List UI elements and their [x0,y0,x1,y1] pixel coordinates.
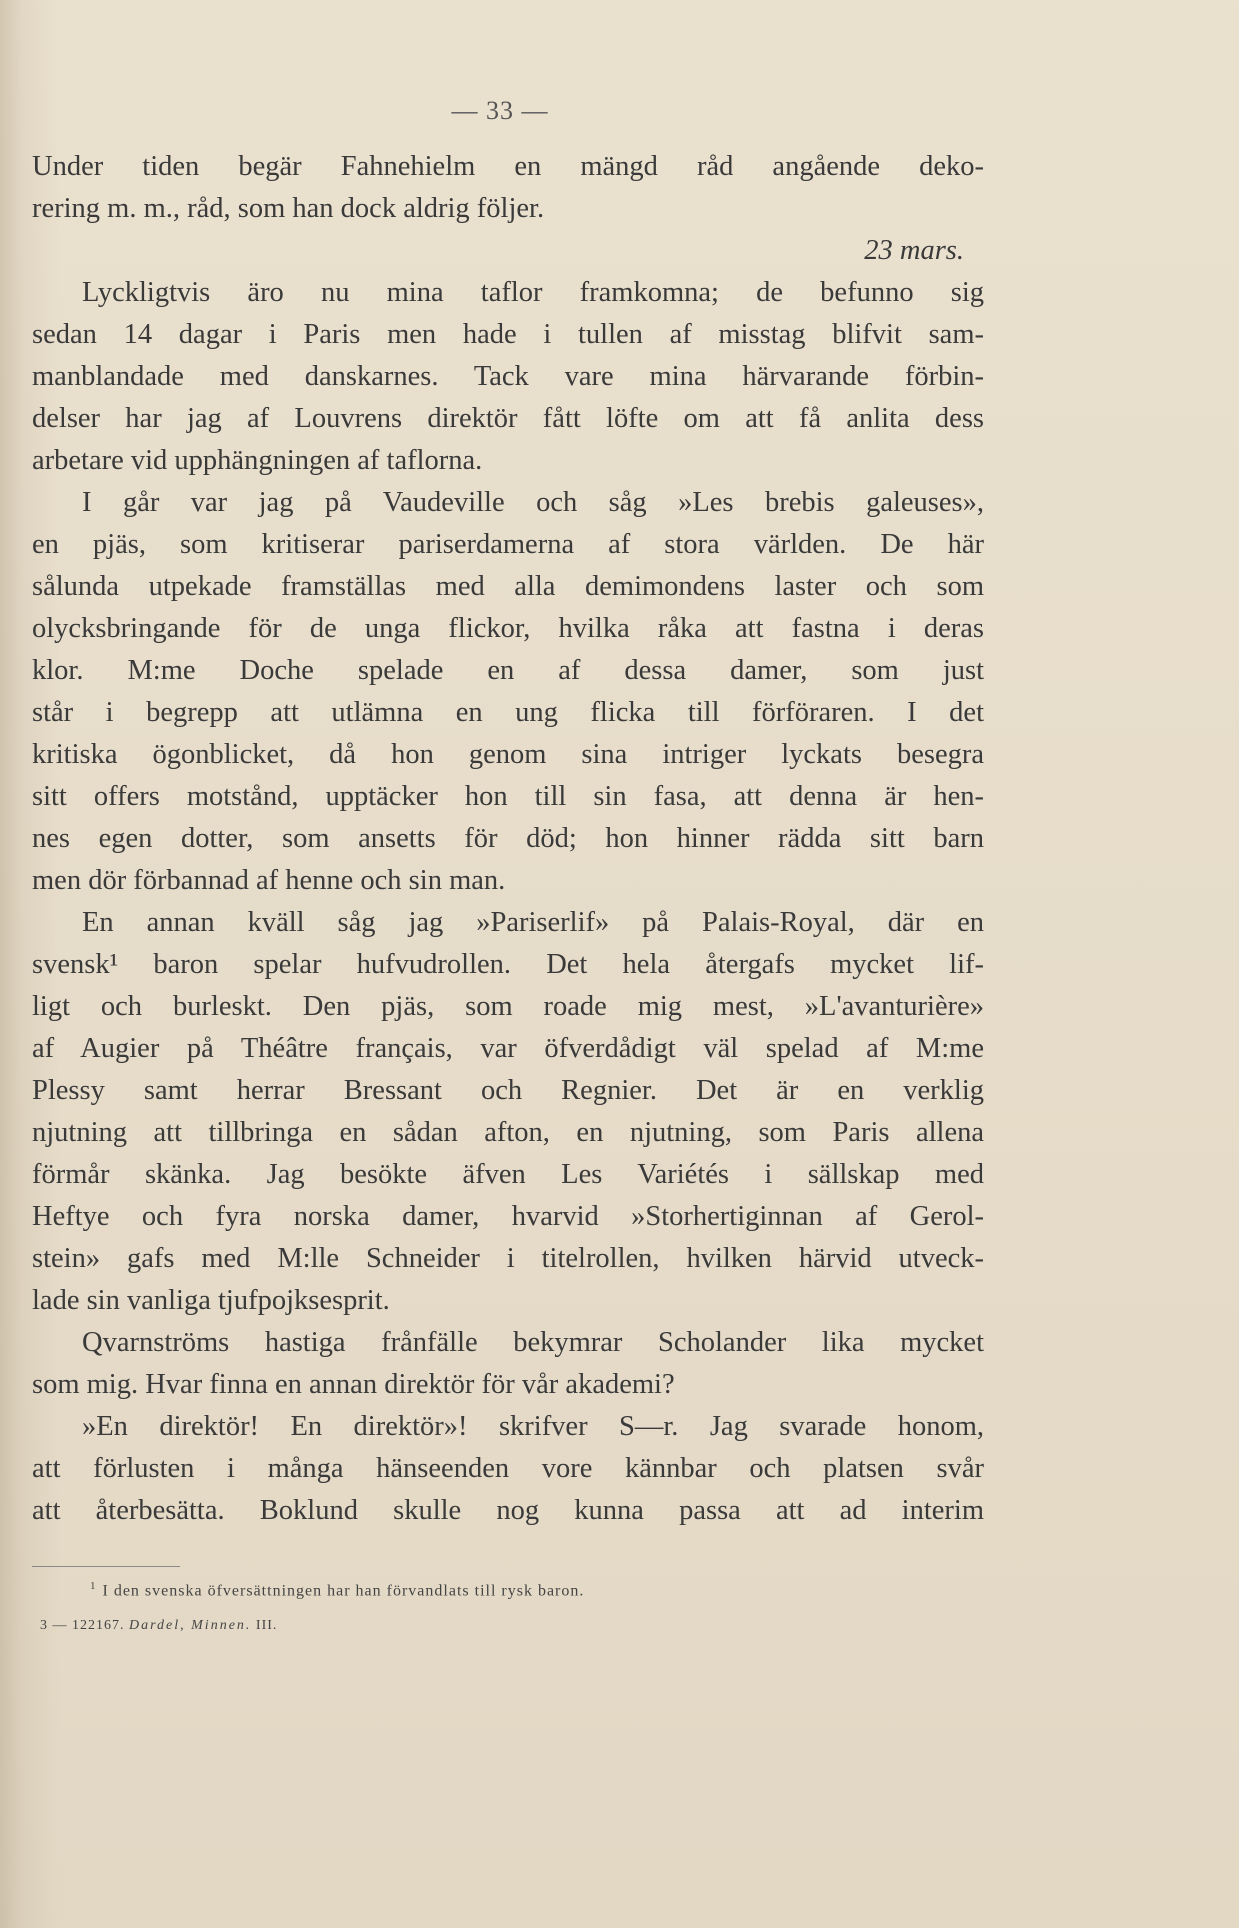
signature-title: Dardel, Minnen. [129,1618,252,1633]
text-line: sitt offers motstånd, upptäcker hon till sin fasa, att denna är hen- [32,781,984,812]
text-line: »En direktör! En direktör»! skrifver S—r. Jag svarade honom, [82,1411,984,1442]
text-line: att återbesätta. Boklund skulle nog kunna passa att ad interim [32,1495,984,1526]
text-line: rering m. m., råd, som han dock aldrig följer. [32,193,545,224]
text-line: nes egen dotter, som ansetts för död; hon hinner rädda sitt barn [32,823,984,854]
text-line: af Augier på Théâtre français, var öfverdådigt väl spelad af M:me [32,1033,984,1064]
text-line: Heftye och fyra norska damer, hvarvid »Storhertiginnan af Gerol- [32,1201,984,1232]
printer-signature [40,1618,277,1634]
text-line: Plessy samt herrar Bressant och Regnier. Det är en verklig [32,1075,984,1106]
text-line: manblandade med danskarnes. Tack vare mina härvarande förbin- [32,361,984,392]
footnote-marker: 1 [90,1580,97,1592]
footnote-rule [32,1566,180,1567]
text-line: sedan 14 dagar i Paris men hade i tullen af misstag blifvit sam- [32,319,984,350]
text-line: I går var jag på Vaudeville och såg »Les brebis galeuses», [82,487,984,518]
text-line: att förlusten i många hänseenden vore kännbar och platsen svår [32,1453,984,1484]
text-line: ligt och burleskt. Den pjäs, som roade mig mest, »L'avanturière» [32,991,984,1022]
text-line: lade sin vanliga tjufpojksesprit. [32,1285,390,1316]
text-line: men dör förbannad af henne och sin man. [32,865,506,896]
text-line: sålunda utpekade framställas med alla demimondens laster och som [32,571,984,602]
text-line: förmår skänka. Jag besökte äfven Les Variétés i sällskap med [32,1159,984,1190]
footnote [90,1580,584,1600]
text-line: njutning att tillbringa en sådan afton, en njutning, som Paris allena [32,1117,984,1148]
text-line: arbetare vid upphängningen af taflorna. [32,445,483,476]
footnote-text: I den svenska öfversättningen har han förvandlats till rysk baron. [102,1582,585,1600]
signature-volume: III. [255,1618,278,1633]
page-number: — 33 — [451,96,549,125]
text-line: en pjäs, som kritiserar pariserdamerna af stora världen. De här [32,529,984,560]
text-line: olycksbringande för de unga flickor, hvilka råka att fastna i deras [32,613,984,644]
text-line: står i begrepp att utlämna en ung flicka till förföraren. I det [32,697,984,728]
body-text [32,146,984,1532]
text-line: svensk¹ baron spelar hufvudrollen. Det hela återgafs mycket lif- [32,949,984,980]
text-line: Under tiden begär Fahnehielm en mängd råd angående deko- [32,151,984,182]
text-line: stein» gafs med M:lle Schneider i titelrollen, hvilken härvid utveck- [32,1243,984,1274]
text-line: Lyckligtvis äro nu mina taflor framkomna; de befunno sig [82,277,984,308]
text-line: klor. M:me Doche spelade en af dessa damer, som just [32,655,984,686]
text-line: Qvarnströms hastiga frånfälle bekymrar Scholander lika mycket [82,1327,984,1358]
text-line: delser har jag af Louvrens direktör fått löfte om att få anlita dess [32,403,984,434]
text-line: En annan kväll såg jag »Pariserlif» på Palais-Royal, där en [82,907,984,938]
text-line: som mig. Hvar finna en annan direktör för vår akademi? [32,1369,675,1400]
signature-prefix: 3 — 122167. [40,1618,125,1633]
text-line: 23 mars. [864,235,964,266]
text-line: kritiska ögonblicket, då hon genom sina intriger lyckats besegra [32,739,984,770]
